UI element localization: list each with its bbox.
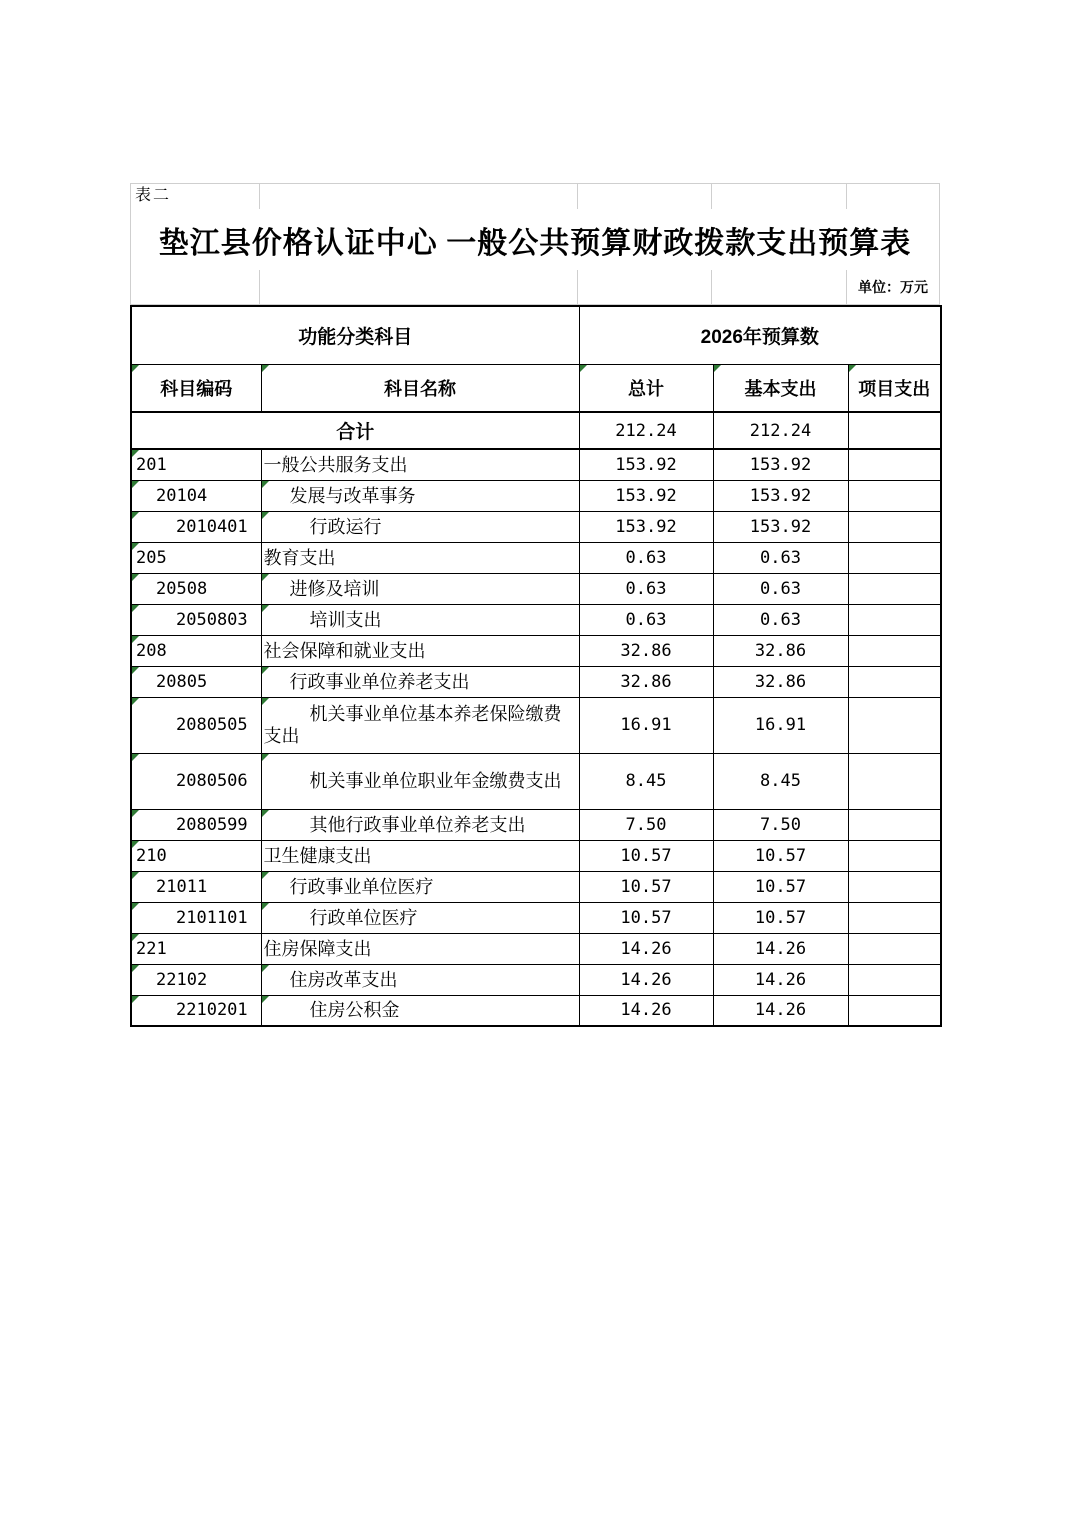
code-cell-text: 210 <box>136 845 167 866</box>
error-check-triangle-icon <box>132 636 139 643</box>
code-cell <box>131 635 261 666</box>
name-cell <box>261 480 579 511</box>
total-cell-text: 14.26 <box>620 1000 672 1021</box>
unit-note: 单位：万元 <box>847 270 940 305</box>
error-check-triangle-icon <box>132 667 139 674</box>
error-check-triangle-icon <box>262 605 269 612</box>
basic-cell-text: 32.86 <box>754 671 807 692</box>
project-cell <box>848 964 941 995</box>
code-cell <box>131 995 261 1026</box>
total-cell <box>579 809 713 840</box>
code-cell-text: 2210201 <box>176 1000 248 1021</box>
total-cell <box>579 666 713 697</box>
table-row <box>131 573 941 604</box>
code-cell <box>131 902 261 933</box>
name-cell <box>261 902 579 933</box>
budget-table <box>130 305 942 1027</box>
name-cell <box>261 449 579 480</box>
table-row <box>131 449 941 480</box>
code-cell-text: 21011 <box>156 876 208 897</box>
total-cell-text: 10.57 <box>620 845 672 866</box>
error-check-triangle-icon <box>132 605 139 612</box>
project-cell <box>848 666 941 697</box>
sheet-label: 表二 <box>130 183 260 209</box>
name-cell <box>261 964 579 995</box>
name-cell-text: 培训支出 <box>309 609 382 630</box>
total-cell-text: 14.26 <box>620 969 672 990</box>
total-sum-cell: 212.24 <box>579 412 713 449</box>
total-cell-text: 153.92 <box>615 485 677 506</box>
header-project <box>848 364 941 412</box>
code-cell-text: 2080506 <box>176 771 248 791</box>
name-cell <box>261 753 579 809</box>
code-cell <box>131 753 261 809</box>
table-row <box>131 964 941 995</box>
table-row <box>131 753 941 809</box>
header-basic-label: 基本支出 <box>744 378 817 399</box>
code-cell-text: 2080599 <box>176 814 248 835</box>
total-cell-text: 32.86 <box>620 640 672 661</box>
total-cell-text: 0.63 <box>625 609 667 630</box>
basic-cell <box>713 964 848 995</box>
name-cell-text: 一般公共服务支出 <box>263 454 408 475</box>
project-cell <box>848 573 941 604</box>
error-check-triangle-icon <box>132 574 139 581</box>
header-function-category: 功能分类科目 <box>131 306 579 364</box>
name-cell-text: 行政事业单位医疗 <box>289 876 434 897</box>
basic-cell-text: 0.63 <box>760 609 801 630</box>
error-check-triangle-icon <box>132 698 139 705</box>
header-name <box>261 364 579 412</box>
basic-cell-text: 14.26 <box>754 1000 807 1021</box>
code-cell-text: 20508 <box>156 578 208 599</box>
name-cell <box>261 933 579 964</box>
project-cell <box>848 933 941 964</box>
table-row <box>131 666 941 697</box>
error-check-triangle-icon <box>132 450 139 457</box>
code-cell-text: 205 <box>136 547 167 568</box>
basic-cell-text: 14.26 <box>754 969 807 990</box>
basic-cell-text: 0.63 <box>760 578 801 599</box>
total-cell-text: 32.86 <box>620 671 672 692</box>
name-cell-text: 住房保障支出 <box>263 938 372 959</box>
name-cell-text: 机关事业单位基本养老保险缴费支出 <box>263 704 562 746</box>
error-check-triangle-icon <box>262 481 269 488</box>
code-cell <box>131 933 261 964</box>
error-check-triangle-icon <box>132 481 139 488</box>
header-code-label: 科目编码 <box>160 378 233 399</box>
total-cell <box>579 871 713 902</box>
project-cell <box>848 809 941 840</box>
code-cell-text: 20805 <box>156 671 208 692</box>
total-cell-text: 0.63 <box>625 578 667 599</box>
code-cell-text: 201 <box>136 454 167 475</box>
name-cell-text: 发展与改革事务 <box>289 485 416 506</box>
project-cell <box>848 449 941 480</box>
table-row <box>131 809 941 840</box>
header-total <box>579 364 713 412</box>
name-cell <box>261 573 579 604</box>
title-row <box>130 209 940 270</box>
header-row-columns <box>131 364 941 412</box>
project-cell <box>848 480 941 511</box>
total-cell-text: 7.50 <box>625 814 667 835</box>
error-check-triangle-icon <box>714 365 721 372</box>
basic-cell <box>713 840 848 871</box>
page-title: 垫江县价格认证中心 一般公共预算财政拨款支出预算表 <box>158 226 912 260</box>
basic-cell <box>713 697 848 753</box>
header-code <box>131 364 261 412</box>
total-cell <box>579 840 713 871</box>
error-check-triangle-icon <box>132 754 139 761</box>
empty-cell <box>847 183 940 209</box>
header-name-label: 科目名称 <box>384 378 456 399</box>
basic-cell <box>713 753 848 809</box>
basic-cell <box>713 542 848 573</box>
project-cell <box>848 635 941 666</box>
name-cell <box>261 511 579 542</box>
empty-cell <box>578 270 712 305</box>
code-cell <box>131 871 261 902</box>
code-cell <box>131 666 261 697</box>
code-cell <box>131 809 261 840</box>
name-cell <box>261 871 579 902</box>
error-check-triangle-icon <box>262 903 269 910</box>
project-cell <box>848 604 941 635</box>
empty-cell <box>260 270 578 305</box>
name-cell <box>261 809 579 840</box>
error-check-triangle-icon <box>262 667 269 674</box>
error-check-triangle-icon <box>262 965 269 972</box>
total-cell <box>579 573 713 604</box>
basic-cell-text: 8.45 <box>760 771 801 791</box>
name-cell <box>261 840 579 871</box>
name-cell-text: 进修及培训 <box>289 578 380 599</box>
project-cell <box>848 902 941 933</box>
total-cell <box>579 995 713 1026</box>
total-basic-cell: 212.24 <box>713 412 848 449</box>
project-cell <box>848 697 941 753</box>
error-check-triangle-icon <box>132 365 139 372</box>
table-row <box>131 871 941 902</box>
basic-cell-text: 10.57 <box>754 907 807 928</box>
error-check-triangle-icon <box>262 512 269 519</box>
code-cell-text: 2050803 <box>176 609 248 630</box>
code-cell <box>131 511 261 542</box>
total-cell-text: 0.63 <box>625 547 667 568</box>
name-cell-text: 社会保障和就业支出 <box>263 640 426 661</box>
header-project-label: 项目支出 <box>858 378 931 399</box>
project-cell <box>848 840 941 871</box>
total-cell <box>579 480 713 511</box>
basic-cell-text: 153.92 <box>749 516 812 537</box>
code-cell-text: 221 <box>136 938 167 959</box>
total-cell <box>579 964 713 995</box>
error-check-triangle-icon <box>132 934 139 941</box>
basic-cell <box>713 933 848 964</box>
total-cell <box>579 635 713 666</box>
error-check-triangle-icon <box>262 754 269 761</box>
code-cell-text: 208 <box>136 640 167 661</box>
name-cell <box>261 635 579 666</box>
table-row <box>131 697 941 753</box>
error-check-triangle-icon <box>262 996 269 1003</box>
header-basic <box>713 364 848 412</box>
name-cell <box>261 697 579 753</box>
table-row <box>131 840 941 871</box>
total-cell-text: 10.57 <box>620 876 672 897</box>
error-check-triangle-icon <box>132 841 139 848</box>
name-cell <box>261 542 579 573</box>
code-cell <box>131 964 261 995</box>
total-project-cell <box>848 412 941 449</box>
basic-cell-text: 7.50 <box>760 814 801 835</box>
code-cell <box>131 604 261 635</box>
basic-cell <box>713 480 848 511</box>
error-check-triangle-icon <box>580 365 587 372</box>
table-row <box>131 542 941 573</box>
basic-cell <box>713 573 848 604</box>
total-cell <box>579 604 713 635</box>
name-cell-text: 卫生健康支出 <box>263 845 372 866</box>
name-cell <box>261 604 579 635</box>
basic-cell <box>713 604 848 635</box>
code-cell-text: 2010401 <box>176 516 248 537</box>
header-row-group <box>131 306 941 364</box>
empty-cell <box>578 183 712 209</box>
budget-document <box>130 183 940 1027</box>
name-cell <box>261 666 579 697</box>
table-row <box>131 933 941 964</box>
total-cell-text: 153.92 <box>615 516 677 537</box>
total-cell-text: 16.91 <box>620 715 672 735</box>
total-cell-text: 8.45 <box>625 771 667 791</box>
error-check-triangle-icon <box>262 810 269 817</box>
basic-cell-text: 153.92 <box>749 485 812 506</box>
error-check-triangle-icon <box>132 965 139 972</box>
error-check-triangle-icon <box>262 574 269 581</box>
basic-cell <box>713 809 848 840</box>
total-cell <box>579 542 713 573</box>
project-cell <box>848 995 941 1026</box>
table-row <box>131 995 941 1026</box>
code-cell-text: 22102 <box>156 969 208 990</box>
empty-cell <box>130 270 260 305</box>
error-check-triangle-icon <box>262 872 269 879</box>
basic-cell-text: 10.57 <box>754 876 807 897</box>
name-cell-text: 其他行政事业单位养老支出 <box>309 814 526 835</box>
error-check-triangle-icon <box>132 996 139 1003</box>
empty-cell <box>260 183 578 209</box>
name-cell-text: 行政运行 <box>309 516 382 537</box>
total-label: 合计 <box>131 412 579 449</box>
basic-cell <box>713 995 848 1026</box>
project-cell <box>848 511 941 542</box>
total-cell <box>579 902 713 933</box>
code-cell-text: 20104 <box>156 485 208 506</box>
total-cell <box>579 933 713 964</box>
basic-cell <box>713 902 848 933</box>
header-budget-year: 2026年预算数 <box>579 306 941 364</box>
error-check-triangle-icon <box>262 365 269 372</box>
empty-cell <box>712 270 847 305</box>
error-check-triangle-icon <box>132 872 139 879</box>
total-cell-text: 153.92 <box>615 454 677 475</box>
table-row <box>131 511 941 542</box>
table-row <box>131 604 941 635</box>
total-cell <box>579 511 713 542</box>
basic-cell <box>713 511 848 542</box>
total-row <box>131 412 941 449</box>
pre-header-row <box>130 183 940 209</box>
name-cell <box>261 995 579 1026</box>
table-row <box>131 902 941 933</box>
basic-cell-text: 16.91 <box>754 715 807 735</box>
basic-cell <box>713 449 848 480</box>
basic-cell-text: 10.57 <box>754 845 807 866</box>
error-check-triangle-icon <box>132 543 139 550</box>
total-cell <box>579 697 713 753</box>
total-cell <box>579 449 713 480</box>
project-cell <box>848 542 941 573</box>
error-check-triangle-icon <box>132 512 139 519</box>
total-cell <box>579 753 713 809</box>
basic-cell-text: 153.92 <box>749 454 812 475</box>
table-body <box>131 412 941 1026</box>
name-cell-text: 住房公积金 <box>309 1000 400 1021</box>
unit-row <box>130 270 940 305</box>
code-cell-text: 2080505 <box>176 715 248 735</box>
code-cell-text: 2101101 <box>176 907 248 928</box>
error-check-triangle-icon <box>132 903 139 910</box>
code-cell <box>131 573 261 604</box>
basic-cell <box>713 871 848 902</box>
error-check-triangle-icon <box>262 698 269 705</box>
table-row <box>131 480 941 511</box>
project-cell <box>848 871 941 902</box>
name-cell-text: 机关事业单位职业年金缴费支出 <box>309 771 562 791</box>
total-cell-text: 14.26 <box>620 938 672 959</box>
basic-cell <box>713 635 848 666</box>
error-check-triangle-icon <box>849 365 856 372</box>
code-cell <box>131 840 261 871</box>
project-cell <box>848 753 941 809</box>
code-cell <box>131 542 261 573</box>
name-cell-text: 住房改革支出 <box>289 969 398 990</box>
name-cell-text: 行政事业单位养老支出 <box>289 671 470 692</box>
name-cell-text: 教育支出 <box>263 547 336 568</box>
basic-cell-text: 32.86 <box>754 640 807 661</box>
code-cell <box>131 697 261 753</box>
error-check-triangle-icon <box>132 810 139 817</box>
code-cell <box>131 449 261 480</box>
basic-cell-text: 14.26 <box>754 938 807 959</box>
header-total-label: 总计 <box>628 378 665 399</box>
total-cell-text: 10.57 <box>620 907 672 928</box>
basic-cell <box>713 666 848 697</box>
name-cell-text: 行政单位医疗 <box>309 907 418 928</box>
code-cell <box>131 480 261 511</box>
table-row <box>131 635 941 666</box>
empty-cell <box>712 183 847 209</box>
basic-cell-text: 0.63 <box>760 547 801 568</box>
